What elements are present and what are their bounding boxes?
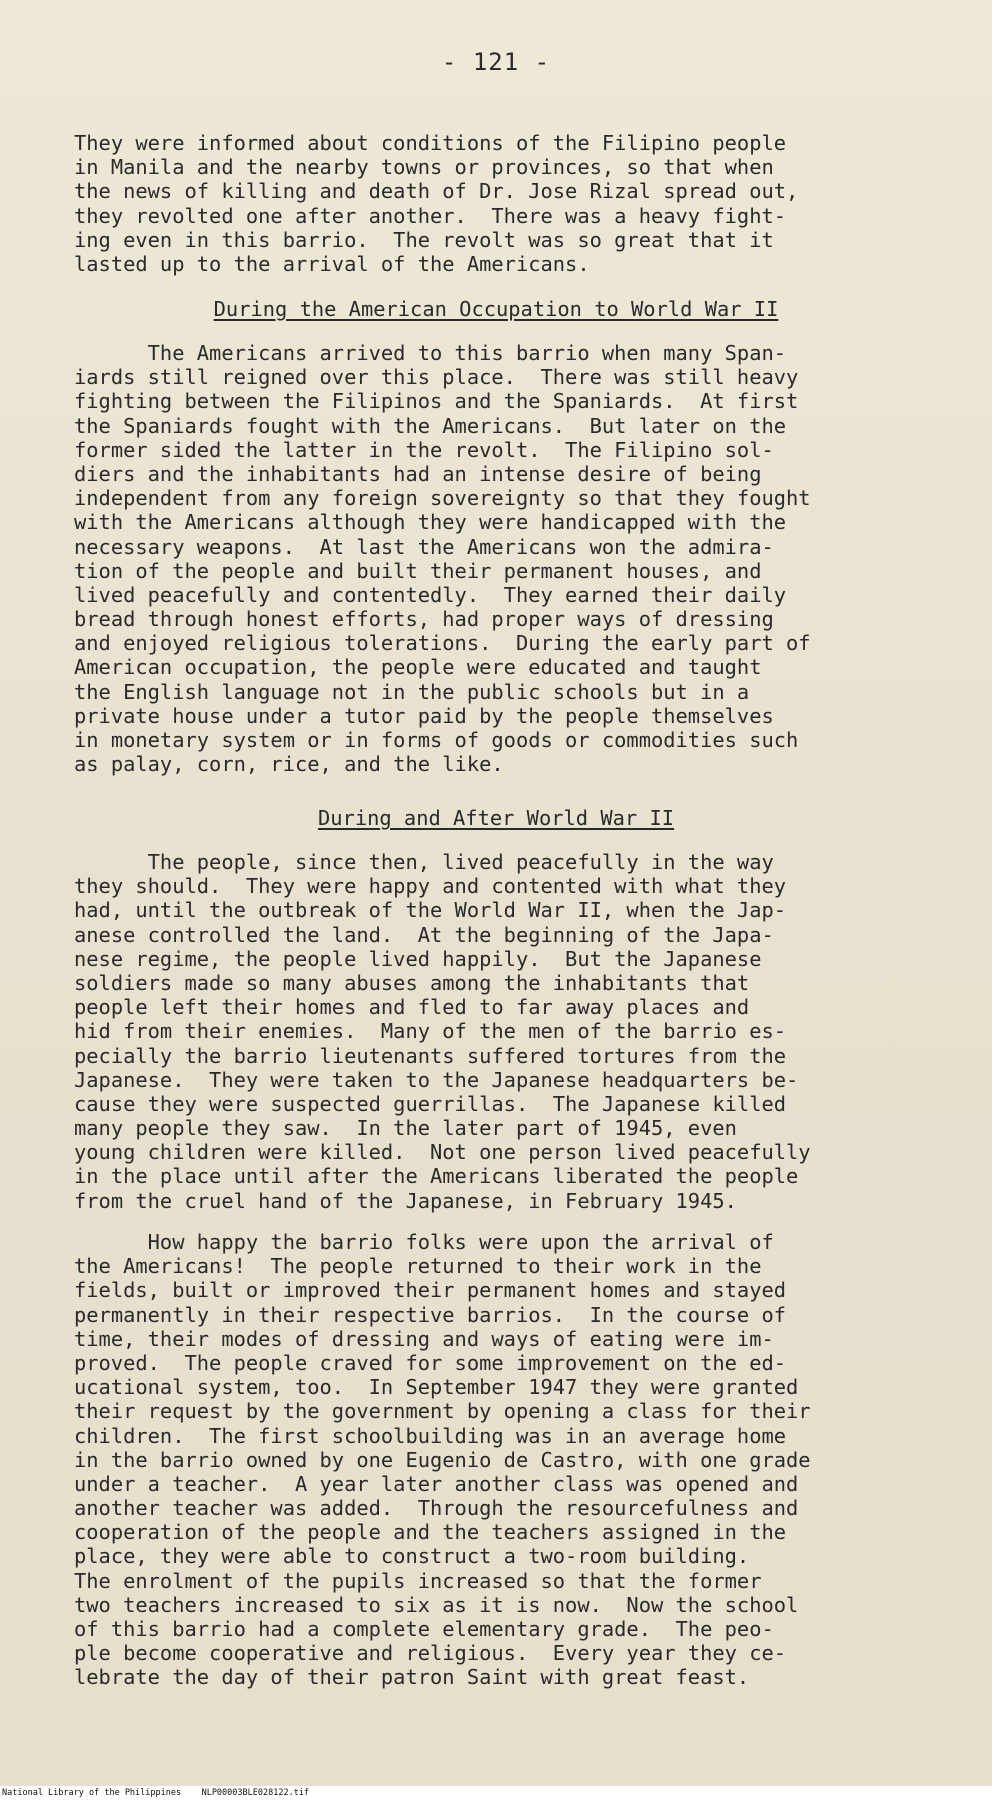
text-line: nese regime, the people lived happily. But the Japanese	[74, 946, 762, 971]
text-line: independent from any foreign sovereignty so that they fought	[74, 486, 811, 511]
text-line: place, they were able to construct a two-room building.	[74, 1544, 750, 1569]
text-line: many people they saw. In the later part of 1945, even	[74, 1116, 737, 1141]
text-line: another teacher was added. Through the resourcefulness and	[74, 1496, 799, 1521]
text-line: former sided the latter in the revolt. The Filipino sol-	[74, 437, 774, 462]
paragraph-american-occupation	[74, 341, 954, 776]
text-line: cooperation of the people and the teachers assigned in the	[74, 1520, 787, 1545]
text-line: pecially the barrio lieutenants suffered tortures from the	[74, 1043, 787, 1068]
text-line: lebrate the day of their patron Saint with great feast.	[74, 1665, 750, 1690]
text-line: children. The first schoolbuilding was in an average home	[74, 1423, 787, 1448]
text-line: fields, built or improved their permanent homes and stayed	[74, 1278, 787, 1303]
text-line: iards still reigned over this place. There was still heavy	[74, 365, 799, 390]
text-line: private house under a tutor paid by the people themselves	[74, 703, 774, 728]
text-line: lasted up to the arrival of the Americans.	[74, 251, 590, 276]
text-line: cause they were suspected guerrillas. The Japanese killed	[74, 1091, 787, 1116]
text-line: in Manila and the nearby towns or provinces, so that when	[74, 155, 774, 180]
text-line: the news of killing and death of Dr. Jose Rizal spread out,	[74, 179, 799, 204]
text-line: of this barrio had a complete elementary grade. The peo-	[74, 1617, 774, 1641]
text-line: proved. The people craved for some improvement on the ed-	[74, 1350, 787, 1375]
text-line: How happy the barrio folks were upon the arrival of	[74, 1230, 774, 1254]
text-line: ing even in this barrio. The revolt was so great that it	[74, 227, 774, 252]
text-line: the English language not in the public schools but in a	[74, 679, 750, 704]
text-line: soldiers made so many abuses among the inhabitants that	[74, 970, 750, 995]
text-line: hid from their enemies. Many of the men of the barrio es-	[74, 1019, 787, 1044]
text-line: They were informed about conditions of the Filipino people	[74, 131, 787, 155]
text-line: the Spaniards fought with the Americans. But later on the	[74, 413, 787, 438]
text-line: from the cruel hand of the Japanese, in February 1945.	[74, 1188, 737, 1213]
heading-american-occupation	[0, 297, 992, 321]
text-line: they revolted one after another. There was a heavy fight-	[74, 203, 787, 228]
paragraph-revolt	[74, 131, 954, 276]
text-line: had, until the outbreak of the World War II, when the Jap-	[74, 898, 787, 923]
text-line: The people, since then, lived peacefully in the way	[74, 850, 774, 874]
text-line: and enjoyed religious tolerations. During the early part of	[74, 631, 811, 656]
scan-footer: National Library of the Philippines NLP00003BLE028122.tif	[0, 1786, 992, 1800]
text-line: ucational system, too. In September 1947 they were granted	[74, 1375, 799, 1400]
text-line: in the place until after the Americans liberated the people	[74, 1164, 799, 1189]
text-line: the Americans! The people returned to their work in the	[74, 1254, 762, 1279]
text-line: bread through honest efforts, had proper ways of dressing	[74, 607, 774, 632]
text-line: people left their homes and fled to far away places and	[74, 995, 750, 1020]
text-line: The Americans arrived to this barrio when many Span-	[74, 341, 787, 365]
page-number: - 121 -	[441, 48, 551, 76]
text-line: necessary weapons. At last the Americans won the admira-	[74, 534, 774, 559]
paragraph-japanese-occupation	[74, 850, 954, 1213]
text-line: fighting between the Filipinos and the Spaniards. At first	[74, 389, 799, 414]
heading-during-after-war-text: During and After World War II	[317, 806, 674, 830]
text-line: as palay, corn, rice, and the like.	[74, 752, 504, 777]
text-line: lived peacefully and contentedly. They earned their daily	[74, 582, 787, 607]
text-line: ple become cooperative and religious. Every year they ce-	[74, 1641, 787, 1666]
text-line: young children were killed. Not one person lived peacefully	[74, 1140, 811, 1165]
text-line: in the barrio owned by one Eugenio de Castro, with one grade	[74, 1447, 811, 1472]
text-line: their request by the government by opening a class for their	[74, 1399, 811, 1424]
text-line: time, their modes of dressing and ways of eating were im-	[74, 1326, 774, 1351]
heading-during-after-war	[0, 806, 992, 830]
text-line: with the Americans although they were handicapped with the	[74, 510, 787, 535]
paragraph-liberation	[74, 1230, 954, 1690]
text-line: two teachers increased to six as it is now. Now the school	[74, 1592, 799, 1617]
text-line: permanently in their respective barrios. In the course of	[74, 1302, 787, 1327]
text-line: under a teacher. A year later another class was opened and	[74, 1471, 799, 1496]
text-line: tion of the people and built their permanent houses, and	[74, 558, 762, 583]
text-line: Japanese. They were taken to the Japanese headquarters be-	[74, 1067, 799, 1092]
text-line: The enrolment of the pupils increased so that the former	[74, 1568, 762, 1593]
heading-american-occupation-text: During the American Occupation to World War II	[213, 297, 779, 321]
text-line: American occupation, the people were educated and taught	[74, 655, 762, 680]
text-line: diers and the inhabitants had an intense desire of being	[74, 461, 762, 486]
text-line: anese controlled the land. At the beginning of the Japa-	[74, 922, 774, 947]
text-line: they should. They were happy and contented with what they	[74, 874, 787, 899]
text-line: in monetary system or in forms of goods or commodities such	[74, 728, 799, 752]
